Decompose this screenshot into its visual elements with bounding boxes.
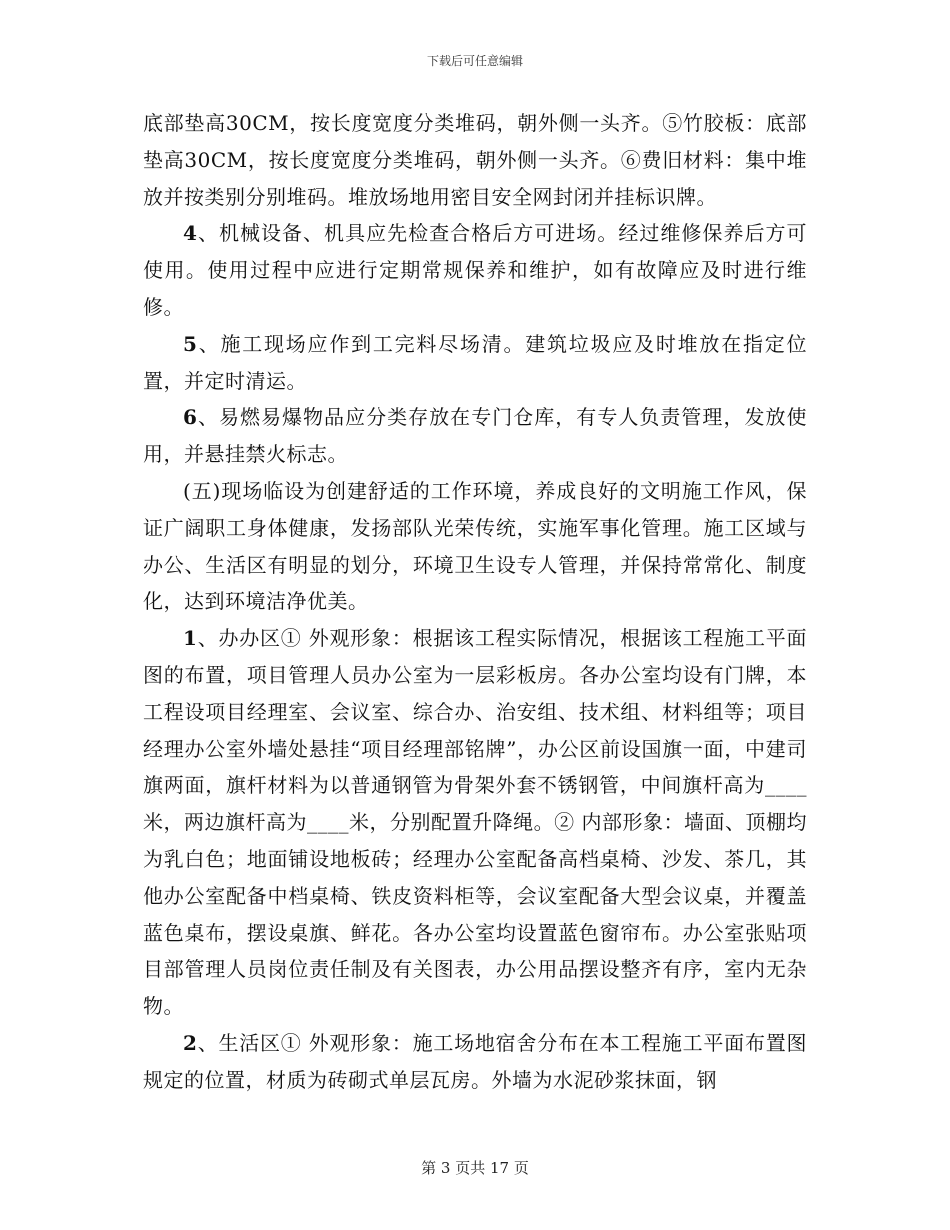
paragraph-text: 底部垫高30CM，按长度宽度分类堆码，朝外侧一头齐。⑤竹胶板：底部垫高30CM，按长度宽度分类堆码，朝外侧一头齐。⑥费旧材料：集中堆放并按类别分别堆码。堆放场地用密目安全网封闭并挂标识牌。 xyxy=(143,111,807,209)
paragraph-living-area xyxy=(143,1025,807,1099)
document-body xyxy=(143,105,807,1099)
page-footer: 第 3 页共 17 页 xyxy=(421,1159,529,1177)
paragraph-text: 、生活区① 外观形象：施工场地宿舍分布在本工程施工平面布置图规定的位置，材质为砖砌式单层瓦房。外墙为水泥砂浆抹面，钢 xyxy=(143,1030,807,1092)
paragraph-section-5 xyxy=(143,473,807,620)
item-number: 5 xyxy=(183,331,198,356)
item-number: 6 xyxy=(183,405,198,430)
item-number: 2 xyxy=(183,1030,198,1055)
paragraph-text: 、施工现场应作到工完料尽场清。建筑垃圾应及时堆放在指定位置，并定时清运。 xyxy=(143,331,807,393)
paragraph-text: (五)现场临设为创建舒适的工作环境，养成良好的文明施工作风，保证广阔职工身体健康，发扬部队光荣传统，实施军事化管理。施工区域与办公、生活区有明显的划分，环境卫生设专人管理，并保持常常化、制度化，达到环境洁净优美。 xyxy=(143,478,807,614)
paragraph-continuation xyxy=(143,105,807,215)
paragraph-text: 、易燃易爆物品应分类存放在专门仓库，有专人负责管理，发放使用，并悬挂禁火标志。 xyxy=(143,405,807,467)
paragraph-text: 、机械设备、机具应先检查合格后方可进场。经过维修保养后方可使用。使用过程中应进行定期常规保养和维护，如有故障应及时进行维修。 xyxy=(143,221,807,319)
paragraph-text: 、办办区① 外观形象：根据该工程实际情况，根据该工程施工平面图的布置，项目管理人员办公室为一层彩板房。各办公室均设有门牌，本工程设项目经理室、会议室、综合办、治安组、技术组、材料组等；项目经理办公室外墙处悬挂“项目经理部铭牌”，办公区前设国旗一面，中建司旗两面，旗杆材料为以普通钢管为骨架外套不锈钢管，中间旗杆高为____米，两边旗杆高为____米，分别配置升降绳。② 内部形象：墙面、顶棚均为乳白色；地面铺设地板砖；经理办公室配备高档桌椅、沙发、茶几，其他办公室配备中档桌椅、铁皮资料柜等，会议室配备大型会议桌，并覆盖蓝色桌布，摆设桌旗、鲜花。各办公室均设置蓝色窗帘布。办公室张贴项目部管理人员岗位责任制及有关图表，办公用品摆设整齐有序，室内无杂物。 xyxy=(143,626,807,1019)
paragraph-office-area xyxy=(143,620,807,1025)
paragraph-item-4 xyxy=(143,215,807,325)
paragraph-item-6 xyxy=(143,399,807,473)
item-number: 4 xyxy=(183,221,198,246)
item-number: 1 xyxy=(183,626,198,651)
paragraph-item-5 xyxy=(143,326,807,400)
page-header: 下载后可任意编辑 xyxy=(426,54,523,68)
